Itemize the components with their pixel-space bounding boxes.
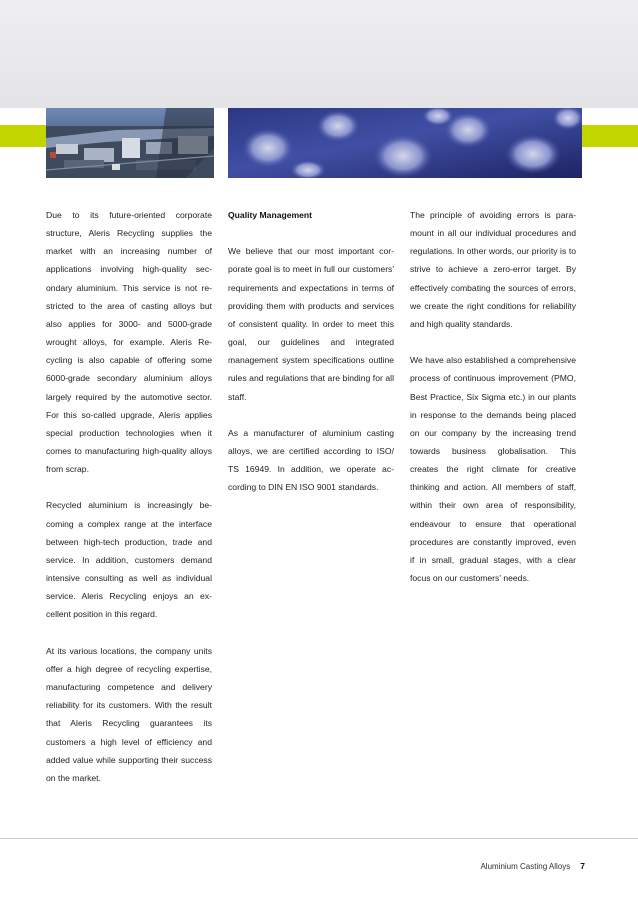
col2-paragraph-2: As a manufacturer of aluminium casting alloys, we are certified according to ISO/ TS 16949. In addition, we operate according to DIN EN ISO 9001 standards. xyxy=(228,427,394,493)
header-band xyxy=(0,0,638,108)
section-heading: Quality Management xyxy=(228,210,313,220)
text-column-1 xyxy=(46,206,212,787)
footer-divider xyxy=(0,838,638,839)
col1-paragraph-3: At its various locations, the company units offer a high degree of recycling expertise, manufacturing competence and delivery reliability for its customers. With the result that Aleris Recycling guarantees its customers a high level of efficiency and added value while supporting their success on the market. xyxy=(46,645,212,783)
text-column-3 xyxy=(410,206,576,587)
page-number: 7 xyxy=(580,861,585,871)
accent-bar-left xyxy=(0,125,46,147)
text-column-2 xyxy=(228,206,394,496)
col3-paragraph-1: The principle of avoiding errors is paramount in all our individual procedures and regulations. In other words, our priority is to strive to achieve a zero-error target. By effectively combating the sources of errors, we create the right conditions for reliability and high quality standards. xyxy=(410,210,576,329)
footer-title: Aluminium Casting Alloys xyxy=(480,862,571,871)
col3-paragraph-2: We have also established a comprehensive process of continuous improvement (PMO, Best Practice, Six Sigma etc.) in our plants in response to the demands being placed on our company by the increasing trend towards business globalisation. This creates the right climate for creative thinking and action. All members of staff, within their own area of responsibility, endeavour to ensure that operational procedures are constantly improved, even if in small, gradual stages, with a clear focus on our customers' needs. xyxy=(410,355,576,584)
col2-paragraph-1: We believe that our most important corporate goal is to meet in full our customers' requirements and expectations in terms of providing them with products and services of consistent quality. In order to meet this goal, our guidelines and integrated management system specifications outline rules and regulations that are binding for all staff. xyxy=(228,246,394,402)
industrial-aerial-photo xyxy=(46,108,214,178)
page-footer xyxy=(480,860,585,873)
aluminium-product-photo xyxy=(228,108,582,178)
accent-bar-right xyxy=(582,125,638,147)
col1-paragraph-1: Due to its future-oriented corporate structure, Aleris Recycling supplies the market with an increasing number of applications involving high-quality secondary aluminium. This service is not restricted to the area of casting alloys but also applies for 3000- and 5000-grade wrought alloys, for example. Aleris Recycling is also capable of offering some 6000-grade secondary aluminium alloys largely required by the automotive sector. For this so-called upgrade, Aleris applies special production technologies when it comes to manufacturing high-quality alloys from scrap. xyxy=(46,210,212,475)
col1-paragraph-2: Recycled aluminium is increasingly becoming a complex range at the interface between high-tech production, trade and service. In addition, customers demand intensive consulting as well as individual service. Aleris Recycling enjoys an excellent position in this regard. xyxy=(46,500,212,620)
